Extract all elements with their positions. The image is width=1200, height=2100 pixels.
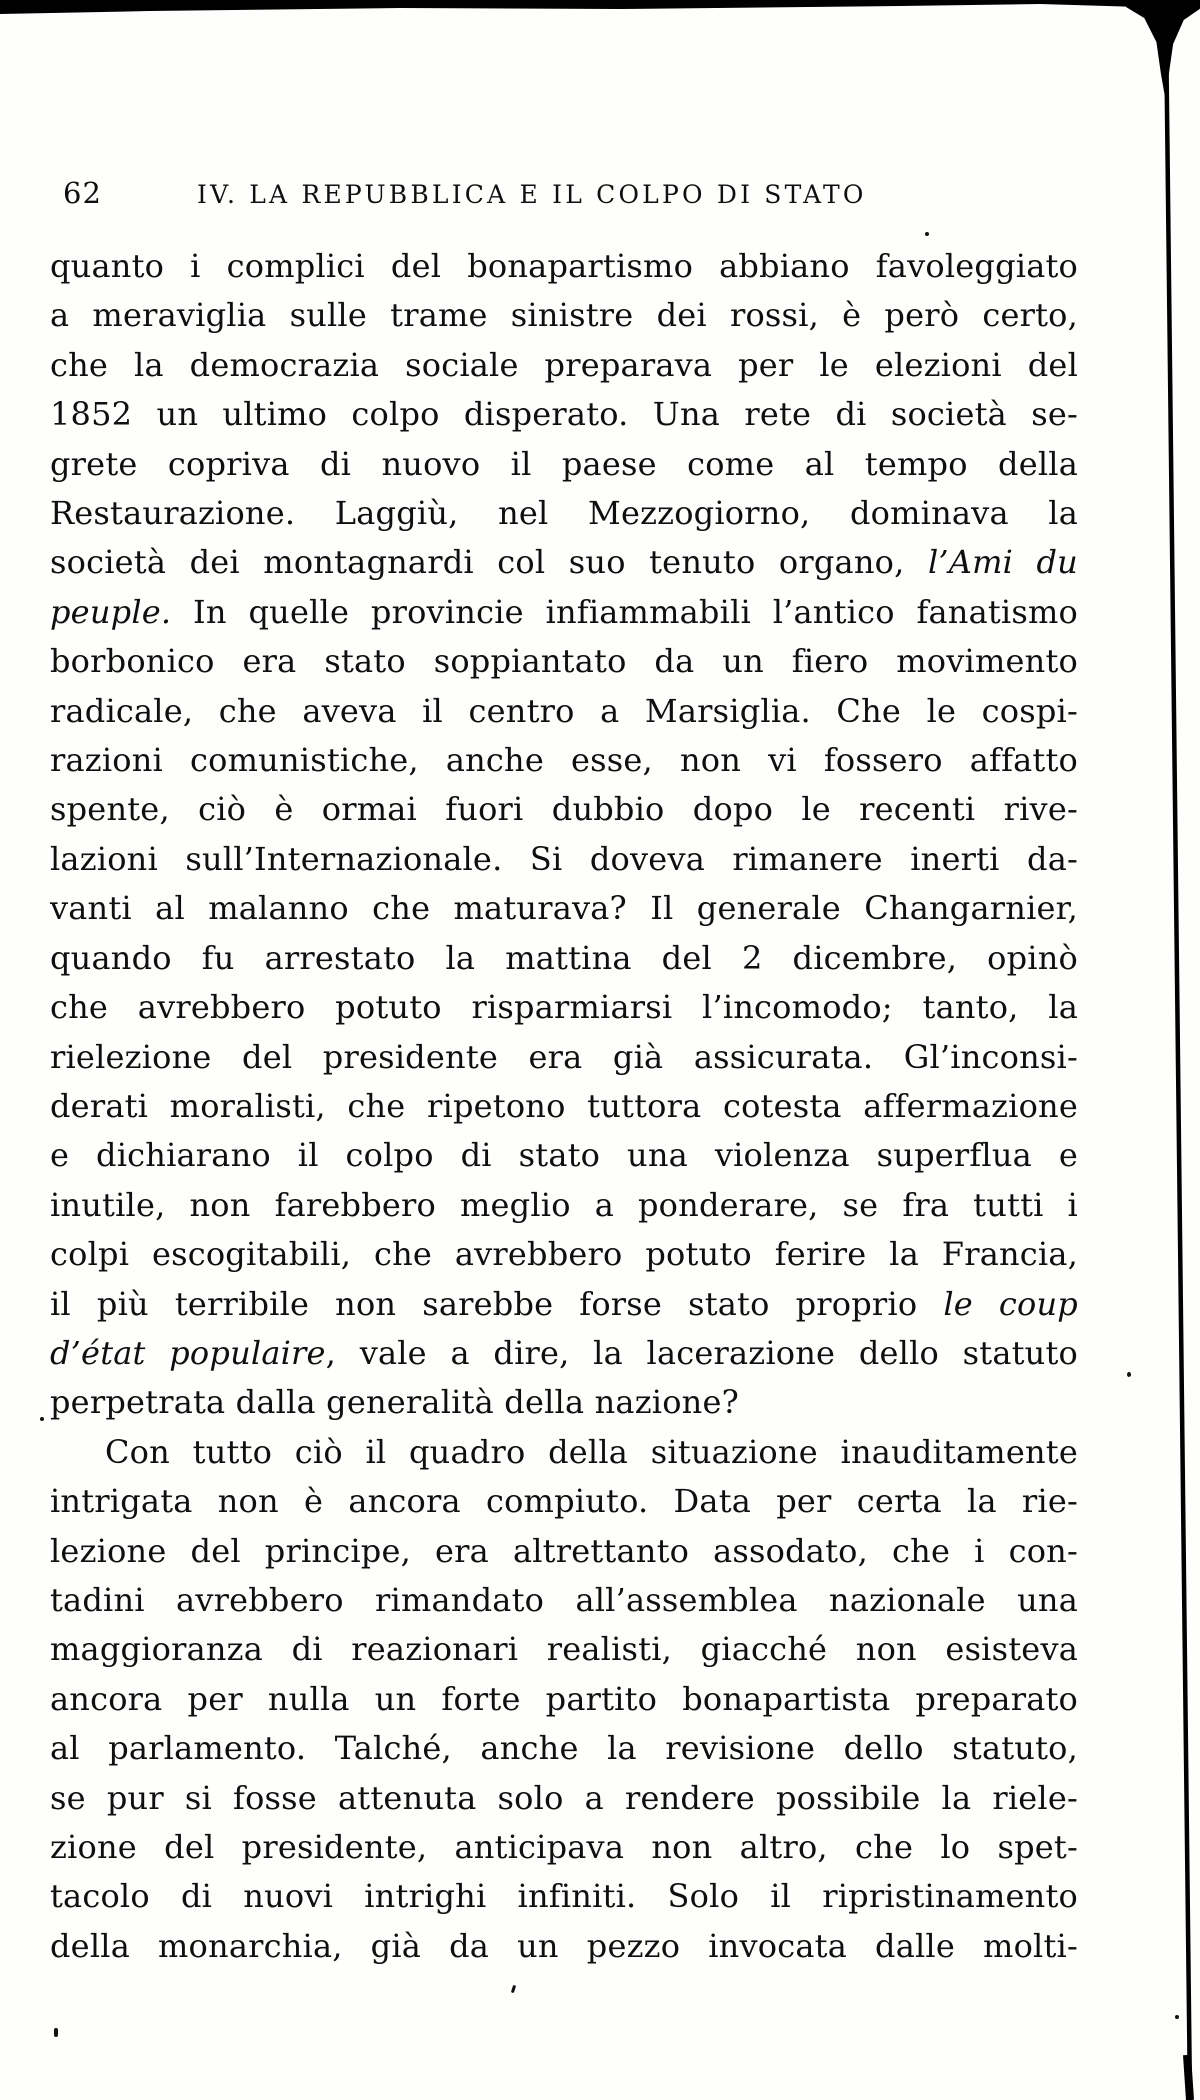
text-segment: quando fu arrestato la mattina del 2 dicembre, opinò [50,938,1078,977]
text-segment: spente, ciò è ormai fuori dubbio dopo le recenti rive- [50,790,1078,829]
text-segment: razioni comunistiche, anche esse, non vi fossero affatto [50,741,1078,780]
italic-text-segment: le coup [943,1284,1078,1323]
text-line [50,291,1078,340]
text-segment: borbonico era stato soppiantato da un fiero movimento [50,642,1078,681]
text-line [50,687,1078,736]
text-segment: , vale a dire, la lacerazione dello statuto [325,1333,1078,1372]
text-line [50,489,1078,538]
text-segment: colpi escogitabili, che avrebbero potuto ferire la Francia, [50,1235,1078,1274]
text-line [50,1378,1078,1427]
text-line [50,1181,1078,1230]
text-line [50,1922,1078,1971]
text-line [50,835,1078,884]
text-line [50,538,1078,587]
scan-top-edge-band [0,0,1200,15]
text-line [50,440,1078,489]
italic-text-segment: d’état populaire [50,1333,326,1372]
ink-blob-top-right [1126,0,1200,100]
text-segment: zione del presidente, anticipava non altro, che lo spet- [50,1828,1078,1866]
text-segment: della monarchia, già da un pezzo invocata dalle molti- [50,1926,1078,1965]
ink-speck [1175,2015,1179,2019]
text-line [50,1823,1078,1872]
page-header [0,176,1200,216]
text-segment: rielezione del presidente era già assicurata. Gl’inconsi- [50,1037,1078,1076]
ink-speck [54,2028,58,2037]
text-line [50,242,1078,291]
text-line [50,1724,1078,1773]
text-segment: e dichiarano il colpo di stato una violenza superflua e [50,1136,1078,1175]
text-line [50,983,1078,1032]
text-segment: il più terribile non sarebbe forse stato proprio [50,1284,944,1323]
text-line [50,637,1078,686]
page-number: 62 [63,176,102,210]
text-line [50,1033,1078,1082]
text-segment: vanti al malanno che maturava? Il generale Changarnier, [50,889,1078,928]
text-line [50,1774,1078,1823]
italic-text-segment: l’Ami du [927,543,1078,582]
text-line [50,736,1078,785]
text-segment: ancora per nulla un forte partito bonapartista preparato [50,1679,1078,1718]
text-segment: a meraviglia sulle trame sinistre dei rossi, è però certo, [50,296,1078,335]
italic-text-segment: peuple. [50,592,172,631]
text-segment: 1852 un ultimo colpo disperato. Una rete di società se- [50,395,1078,434]
text-segment: società dei montagnardi col suo tenuto organo, [50,543,928,582]
text-segment: che avrebbero potuto risparmiarsi l’incomodo; tanto, la [50,988,1078,1027]
ink-speck [1127,1372,1131,1377]
text-segment: lazioni sull’Internazionale. Si doveva rimanere inerti da- [50,839,1078,878]
ink-speck [925,232,929,236]
text-segment: intrigata non è ancora compiuto. Data per certa la rie- [50,1482,1078,1521]
ink-speck [511,1985,516,1994]
text-line [50,1576,1078,1625]
text-line [50,1527,1078,1576]
text-segment: Con tutto ciò il quadro della situazione inauditamente [105,1432,1078,1471]
running-header: IV. LA REPUBBLICA E IL COLPO DI STATO [197,180,867,209]
body-text [50,242,1078,1971]
text-line [50,785,1078,834]
text-line [50,1131,1078,1180]
text-line [50,884,1078,933]
text-line [50,1230,1078,1279]
text-line [50,1625,1078,1674]
text-segment: che la democrazia sociale preparava per le elezioni del [50,345,1078,384]
text-line [50,1477,1078,1526]
text-segment: lezione del principe, era altrettanto assodato, che i con- [50,1531,1078,1570]
text-line [50,1872,1078,1921]
text-segment: radicale, che aveva il centro a Marsiglia. Che le cospi- [50,691,1078,730]
text-segment: se pur si fosse attenuta solo a rendere possibile la riele- [50,1778,1078,1817]
text-segment: derati moralisti, che ripetono tuttora cotesta affermazione [50,1086,1078,1125]
text-line [50,1082,1078,1131]
text-segment: quanto i complici del bonapartismo abbiano favoleggiato [50,247,1078,285]
text-line [50,1675,1078,1724]
text-line [50,1428,1078,1477]
text-line [50,1280,1078,1329]
text-line [50,934,1078,983]
text-segment: perpetrata dalla generalità della nazione? [50,1383,739,1422]
text-segment: In quelle provincie infiammabili l’antico fanatismo [171,592,1078,631]
text-segment: grete copriva di nuovo il paese come al tempo della [50,444,1078,483]
text-segment: Restaurazione. Laggiù, nel Mezzogiorno, dominava la [50,494,1078,533]
text-segment: inutile, non farebbero meglio a ponderare, se fra tutti i [50,1185,1078,1224]
text-line [50,341,1078,390]
text-segment: maggioranza di reazionari realisti, giacché non esisteva [50,1630,1078,1669]
text-segment: tacolo di nuovi intrighi infiniti. Solo il ripristinamento [50,1877,1078,1916]
text-line [50,588,1078,637]
text-line [50,390,1078,439]
ink-speck [40,1417,44,1421]
text-line [50,1329,1078,1378]
text-segment: al parlamento. Talché, anche la revisione dello statuto, [50,1729,1078,1768]
text-segment: tadini avrebbero rimandato all’assemblea nazionale una [50,1580,1078,1619]
